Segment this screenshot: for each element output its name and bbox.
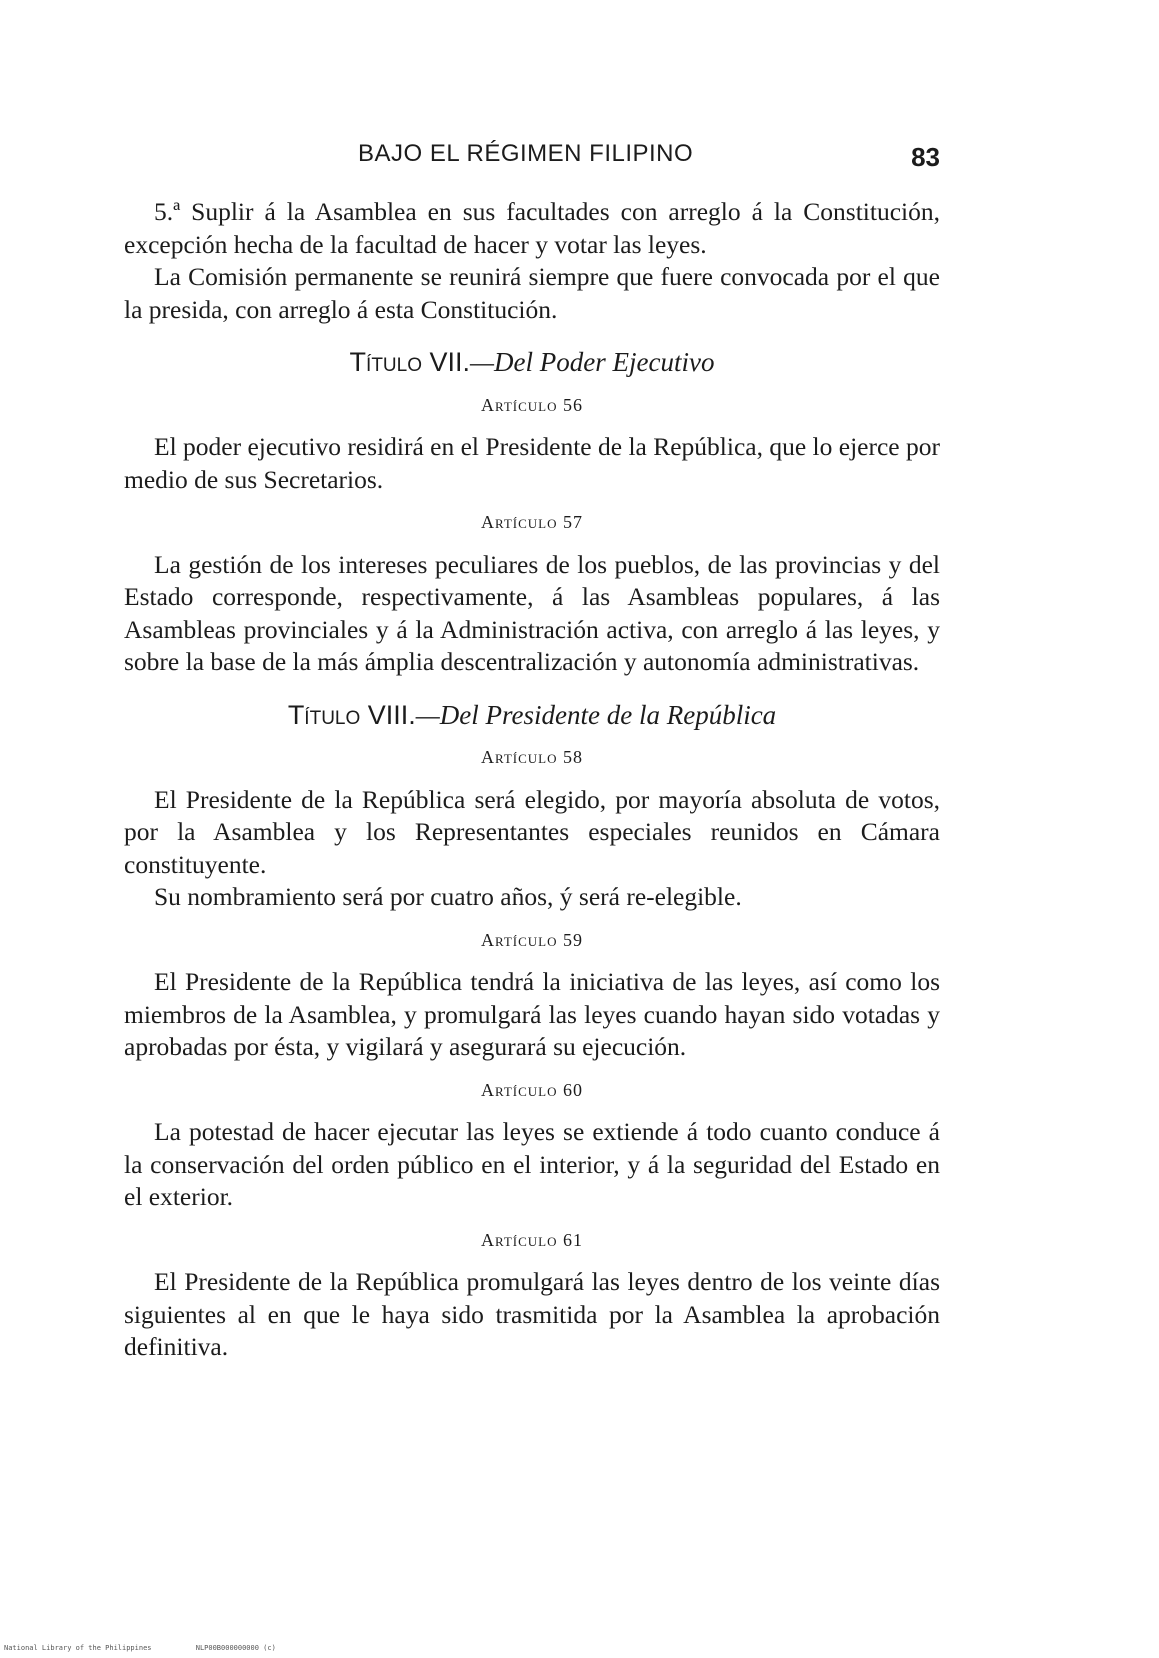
article-60-text: La potestad de hacer ejecutar las leyes se extiende á todo cuanto conduce á la conservación del orden público en el interior, y á la seguridad del Estado en el exterior. xyxy=(124,1117,940,1211)
footer-code: NLP00B000000000 (c) xyxy=(195,1644,276,1652)
article-57-heading: Artículo 57 xyxy=(480,512,584,532)
article-60-heading: Artículo 60 xyxy=(480,1079,584,1100)
article-58-text: El Presidente de la República será elegido, por mayoría absoluta de votos, por la Asamblea y los Representantes especiales reunidos en Cámara constituyente. xyxy=(124,784,940,879)
scan-footer xyxy=(4,1644,316,1652)
article-59-text: El Presidente de la República tendrá la iniciativa de las leyes, así como los miembros de la Asamblea, y promulgará las leyes cuando hayan sido votadas y aprobadas por ésta, y vigilará y asegurará su ejecución. xyxy=(124,967,940,1061)
page-body xyxy=(124,196,940,1364)
article-58-heading: Artículo 58 xyxy=(480,747,584,767)
paragraph-comision-permanente: La Comisión permanente se reunirá siempre que fuere convocada por el que la presida, con arreglo á esta Constitución. xyxy=(124,262,940,324)
page-header xyxy=(120,140,940,180)
title-viii-heading xyxy=(124,699,940,732)
article-57-text: La gestión de los intereses peculiares de los pueblos, de las provincias y del Estado corresponde, respectivamente, á las Asambleas populares, á las Asambleas provinciales y á la Administración activa, con arreglo á las leyes, y sobre la base de la más ámplia descentralización y autonomía administrativas. xyxy=(124,549,940,676)
title-viii-subject: —Del Presidente de la República xyxy=(415,699,777,730)
article-58-text-2: Su nombramiento será por cuatro años, ý será re-elegible. xyxy=(154,882,742,911)
article-56-text: El poder ejecutivo residirá en el Presidente de la República, que lo ejerce por medio de sus Secretarios. xyxy=(124,432,940,494)
paragraph-clause-5: 5.ª Suplir á la Asamblea en sus facultades con arreglo á la Constitución, excepción hecha de la facultad de hacer y votar las leyes. xyxy=(124,197,940,259)
article-61-text: El Presidente de la República promulgará las leyes dentro de los veinte días siguientes al en que le haya sido trasmitida por la Asamblea la aprobación definitiva. xyxy=(124,1267,940,1361)
running-title: BAJO EL RÉGIMEN FILIPINO xyxy=(358,140,694,167)
footer-library: National Library of the Philippines xyxy=(4,1644,152,1652)
article-56-heading: Artículo 56 xyxy=(480,394,584,415)
title-vii-heading xyxy=(124,346,940,379)
article-61-heading: Artículo 61 xyxy=(480,1229,584,1250)
title-viii-label: Título VIII. xyxy=(287,699,416,730)
article-59-heading: Artículo 59 xyxy=(480,929,584,950)
page-number: 83 xyxy=(911,142,940,172)
title-vii-label: Título VII. xyxy=(349,347,471,377)
title-vii-subject: —Del Poder Ejecutivo xyxy=(470,347,715,377)
